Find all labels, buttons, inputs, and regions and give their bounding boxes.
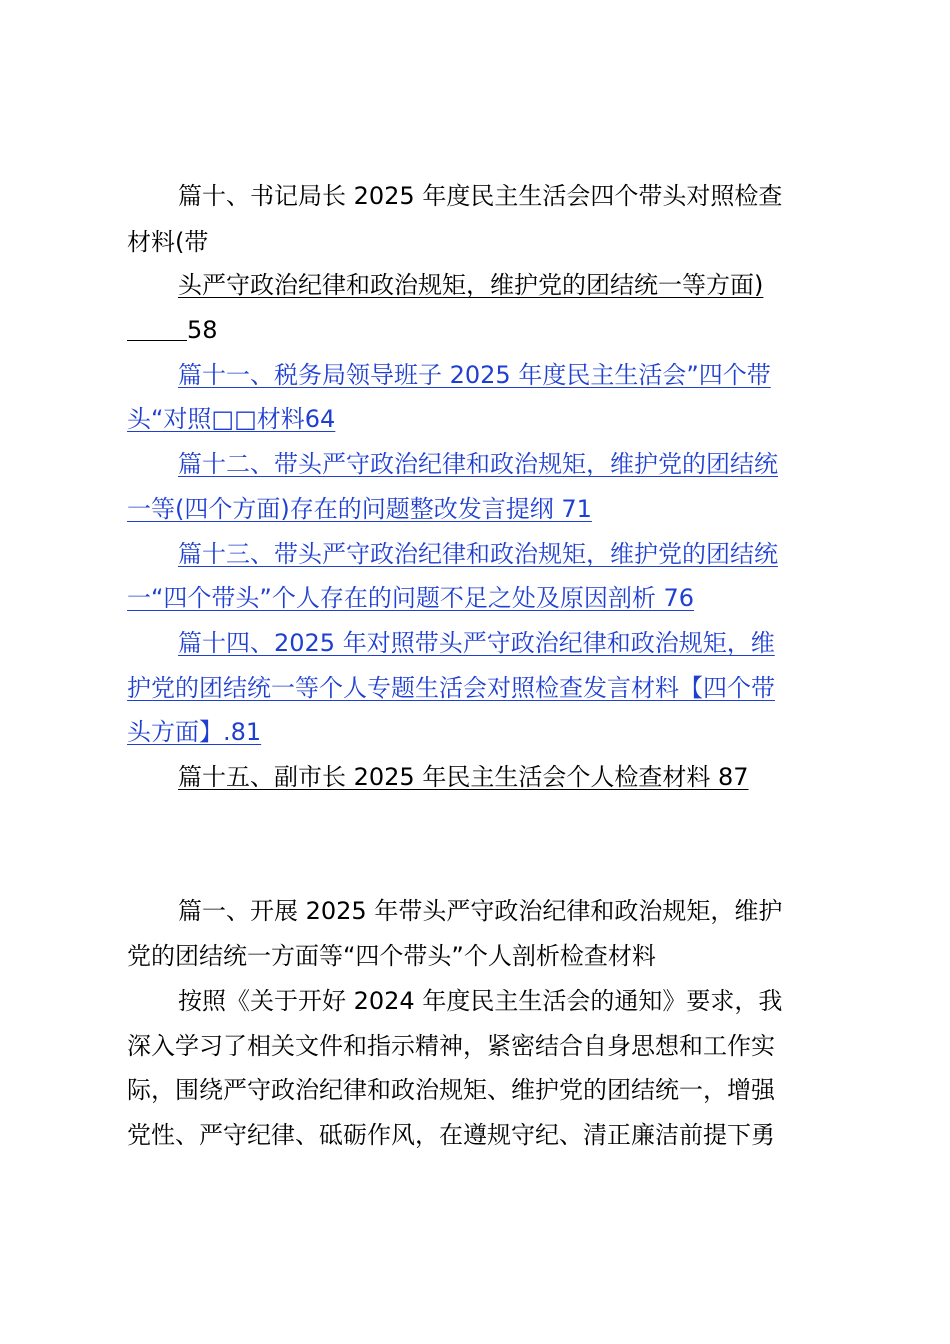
toc-entry-10-line2: 材料(带: [127, 228, 209, 256]
toc-entry-15-line1: 篇十五、副市长 2025 年民主生活会个人检查材料 87: [178, 763, 749, 791]
toc-link-11-line1[interactable]: 篇十一、税务局领导班子 2025 年度民主生活会”四个带: [178, 361, 771, 389]
toc-link-14-line1[interactable]: 篇十四、2025 年对照带头严守政治纪律和政治规矩，维: [178, 629, 775, 657]
toc-link-12-line1[interactable]: 篇十二、带头严守政治纪律和政治规矩，维护党的团结统: [178, 450, 778, 478]
toc-entry-10-line3: 头严守政治纪律和政治规矩，维护党的团结统一等方面): [178, 271, 764, 299]
toc-leader-underline: [127, 314, 187, 341]
article-paragraph-line3: 际，围绕严守政治纪律和政治规矩、维护党的团结统一，增强: [127, 1076, 775, 1104]
toc-link-13-line1[interactable]: 篇十三、带头严守政治纪律和政治规矩，维护党的团结统: [178, 540, 778, 568]
article-title-line2: 党的团结统一方面等“四个带头”个人剖析检查材料: [127, 942, 656, 970]
toc-link-13-line2[interactable]: 一“四个带头”个人存在的问题不足之处及原因剖析 76: [127, 584, 695, 612]
toc-link-11-line2[interactable]: 头“对照□□材料64: [127, 405, 336, 433]
toc-link-14-line3[interactable]: 头方面】.81: [127, 718, 262, 746]
article-paragraph-line4: 党性、严守纪律、砥砺作风，在遵规守纪、清正廉洁前提下勇: [127, 1121, 775, 1149]
toc-entry-10-line1: 篇十、书记局长 2025 年度民主生活会四个带头对照检查: [178, 182, 783, 210]
article-paragraph-line1: 按照《关于开好 2024 年度民主生活会的通知》要求，我: [178, 987, 783, 1015]
toc-entry-10-page: 58: [187, 316, 218, 344]
toc-entry-10-page-line: [127, 314, 218, 346]
article-title-line1: 篇一、开展 2025 年带头严守政治纪律和政治规矩，维护: [178, 897, 783, 925]
article-paragraph-line2: 深入学习了相关文件和指示精神，紧密结合自身思想和工作实: [127, 1032, 775, 1060]
toc-link-14-line2[interactable]: 护党的团结统一等个人专题生活会对照检查发言材料【四个带: [127, 674, 775, 702]
toc-link-12-line2[interactable]: 一等(四个方面)存在的问题整改发言提纲 71: [127, 495, 592, 523]
